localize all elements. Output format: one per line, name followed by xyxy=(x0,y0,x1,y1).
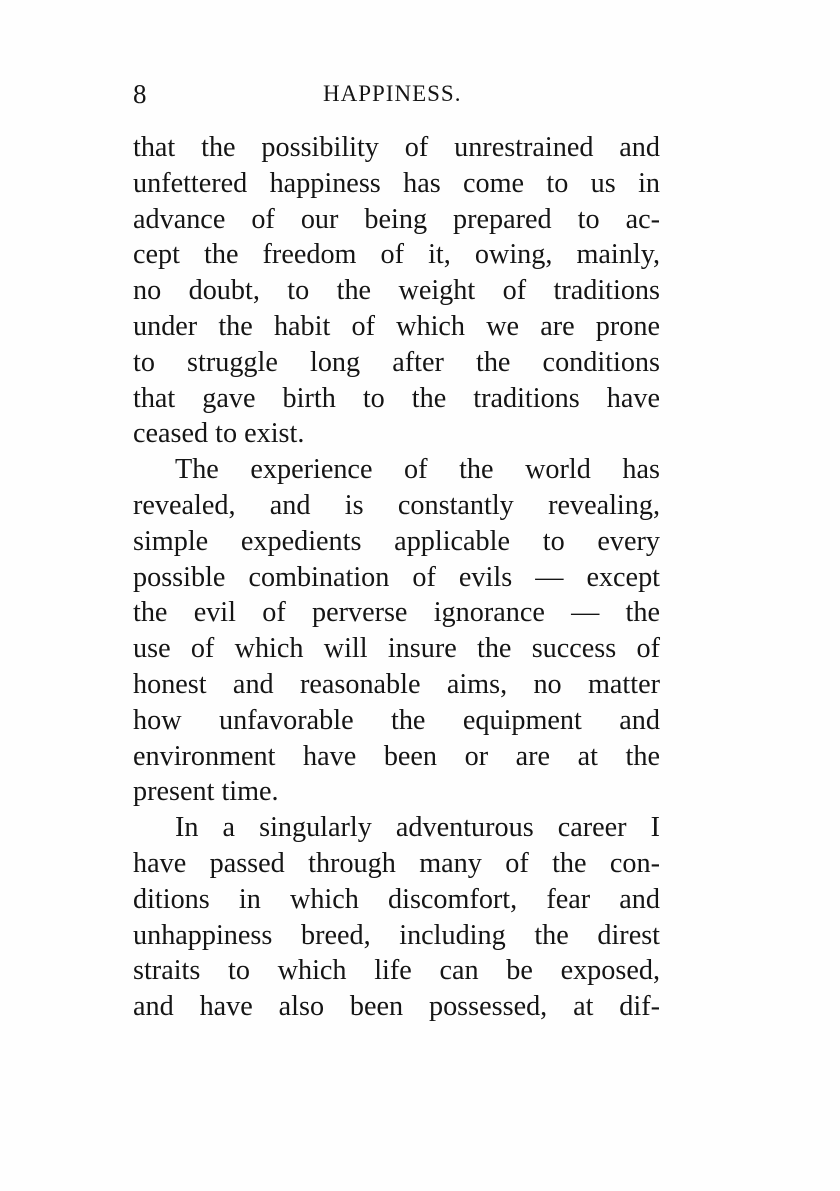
running-head: HAPPINESS. xyxy=(323,81,462,106)
text-line: possible combination of evils — except xyxy=(133,561,660,593)
text-line: present time. xyxy=(133,776,279,808)
paragraph xyxy=(133,130,660,452)
text-line: no doubt, to the weight of traditions xyxy=(133,275,660,307)
text-line: use of which will insure the success of xyxy=(133,633,660,665)
text-line: that the possibility of unrestrained and xyxy=(133,132,660,163)
text-line: honest and reasonable aims, no matter xyxy=(133,668,660,700)
text-line: unhappiness breed, including the direst xyxy=(133,919,660,951)
text-line: simple expedients applicable to every xyxy=(133,525,660,557)
text-line: to struggle long after the conditions xyxy=(133,346,660,378)
text-line: the evil of perverse ignorance — the xyxy=(133,597,660,629)
text-line: environment have been or are at the xyxy=(133,740,660,772)
text-line: revealed, and is constantly revealing, xyxy=(133,489,660,521)
text-line: In a singularly adventurous career I xyxy=(175,812,660,844)
text-line: cept the freedom of it, owing, mainly, xyxy=(133,239,660,271)
text-line: ceased to exist. xyxy=(133,418,305,450)
text-line: The experience of the world has xyxy=(175,454,660,486)
text-line: unfettered happiness has come to us in xyxy=(133,167,660,199)
page-header xyxy=(133,74,660,114)
text-line: that gave birth to the traditions have xyxy=(133,382,660,414)
text-line: have passed through many of the con- xyxy=(133,847,660,879)
text-line: and have also been possessed, at dif- xyxy=(133,991,660,1023)
text-line: how unfavorable the equipment and xyxy=(133,704,660,736)
page-number: 8 xyxy=(133,79,147,109)
paragraph xyxy=(133,810,660,1025)
text-line: ditions in which discomfort, fear and xyxy=(133,883,660,915)
body-text xyxy=(133,130,660,1025)
text-line: under the habit of which we are prone xyxy=(133,310,660,342)
text-line: straits to which life can be exposed, xyxy=(133,955,660,987)
paragraph xyxy=(133,452,660,810)
text-line: advance of our being prepared to ac- xyxy=(133,203,660,235)
